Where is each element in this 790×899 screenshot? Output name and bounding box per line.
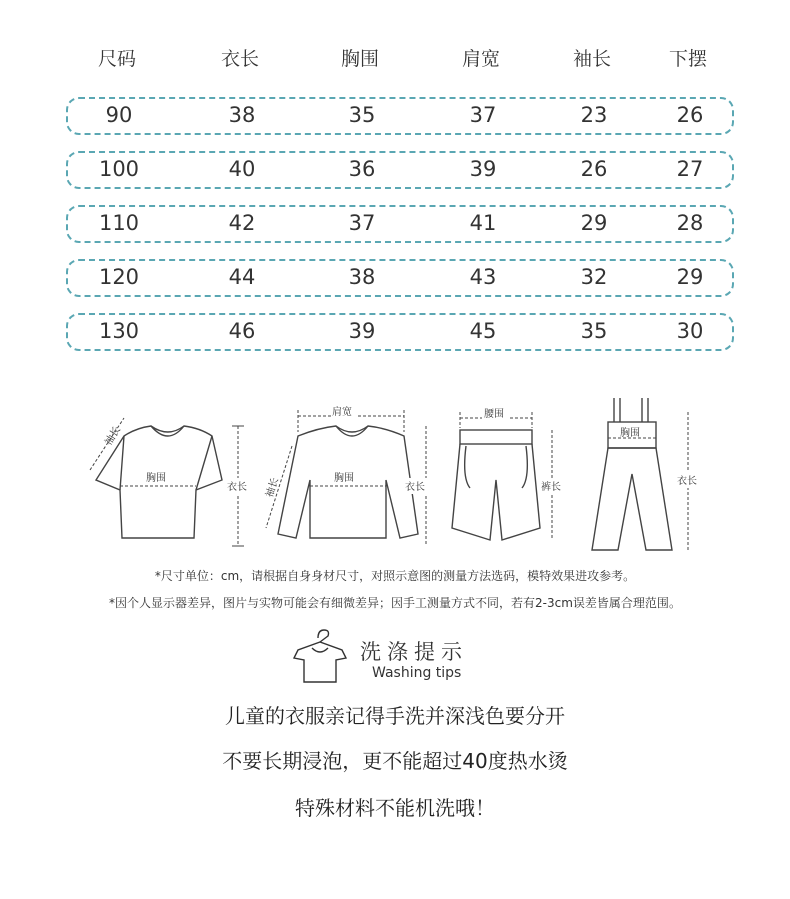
table-cell: 46 xyxy=(228,319,256,343)
table-cell: 42 xyxy=(228,211,256,235)
tshirt-length-label: 衣长 xyxy=(227,482,247,493)
table-cell: 26 xyxy=(580,157,608,181)
table-cell: 39 xyxy=(348,319,376,343)
table-cell: 43 xyxy=(469,265,497,289)
table-cell: 38 xyxy=(348,265,376,289)
table-cell: 29 xyxy=(676,265,704,289)
table-cell: 41 xyxy=(469,211,497,235)
note-size-unit: *尺寸单位：cm，请根据自身身材尺寸，对照示意图的测量方法选码，模特效果进攻参考。 xyxy=(154,569,636,583)
table-cell: 110 xyxy=(98,211,140,235)
pants-length-label: 裤长 xyxy=(541,482,561,493)
note-display-difference: *因个人显示器差异，图片与实物可能会有细微差异；因手工测量方式不同，若有2-3cm误差皆属合理范围。 xyxy=(109,596,681,610)
sweater-sleeve-label: 袖长 xyxy=(264,476,282,499)
pants-waist-label: 腰围 xyxy=(484,409,504,420)
table-cell: 45 xyxy=(469,319,497,343)
header-size: 尺码 xyxy=(97,48,137,70)
table-cell: 30 xyxy=(676,319,704,343)
washing-line-1: 儿童的衣服亲记得手洗并深浅色要分开 xyxy=(225,704,565,728)
washing-line-3: 特殊材料不能机洗哦！ xyxy=(295,796,495,820)
sweater-shoulder-label: 肩宽 xyxy=(332,407,352,418)
header-sleeve: 袖长 xyxy=(572,48,612,70)
table-row xyxy=(66,259,734,297)
table-row xyxy=(66,97,734,135)
tshirt-sleeve-label: 袖长 xyxy=(103,424,124,448)
table-cell: 35 xyxy=(348,103,376,127)
overalls-diagram xyxy=(584,388,714,558)
table-cell: 90 xyxy=(105,103,133,127)
table-row xyxy=(66,151,734,189)
table-cell: 40 xyxy=(228,157,256,181)
header-length: 衣长 xyxy=(220,48,260,70)
table-cell: 37 xyxy=(348,211,376,235)
overalls-length-label: 衣长 xyxy=(677,476,697,487)
pants-icon xyxy=(460,430,532,444)
table-cell: 130 xyxy=(98,319,140,343)
table-cell: 32 xyxy=(580,265,608,289)
table-cell: 26 xyxy=(676,103,704,127)
washing-title: 洗涤提示 xyxy=(360,640,468,664)
table-cell: 39 xyxy=(469,157,497,181)
table-cell: 37 xyxy=(469,103,497,127)
table-cell: 100 xyxy=(98,157,140,181)
sweater-chest-label: 胸围 xyxy=(334,473,354,484)
sweater-length-label: 衣长 xyxy=(405,482,425,493)
overalls-chest-label: 胸围 xyxy=(620,428,640,439)
pants-diagram xyxy=(440,388,580,558)
table-cell: 28 xyxy=(676,211,704,235)
table-cell: 29 xyxy=(580,211,608,235)
header-chest: 胸围 xyxy=(340,48,380,70)
table-cell: 27 xyxy=(676,157,704,181)
tshirt-diagram xyxy=(76,388,256,558)
table-cell: 44 xyxy=(228,265,256,289)
table-cell: 23 xyxy=(580,103,608,127)
table-cell: 120 xyxy=(98,265,140,289)
table-row xyxy=(66,205,734,243)
washing-line-2: 不要长期浸泡，更不能超过40度热水烫 xyxy=(222,749,568,773)
header-shoulder: 肩宽 xyxy=(461,48,501,70)
header-hem: 下摆 xyxy=(668,48,708,70)
washing-subtitle: Washing tips xyxy=(372,665,462,681)
table-cell: 38 xyxy=(228,103,256,127)
sweater-diagram xyxy=(258,388,438,558)
table-cell: 36 xyxy=(348,157,376,181)
hanger-shirt-icon xyxy=(290,626,350,686)
tshirt-chest-label: 胸围 xyxy=(146,473,166,484)
table-row xyxy=(66,313,734,351)
table-cell: 35 xyxy=(580,319,608,343)
